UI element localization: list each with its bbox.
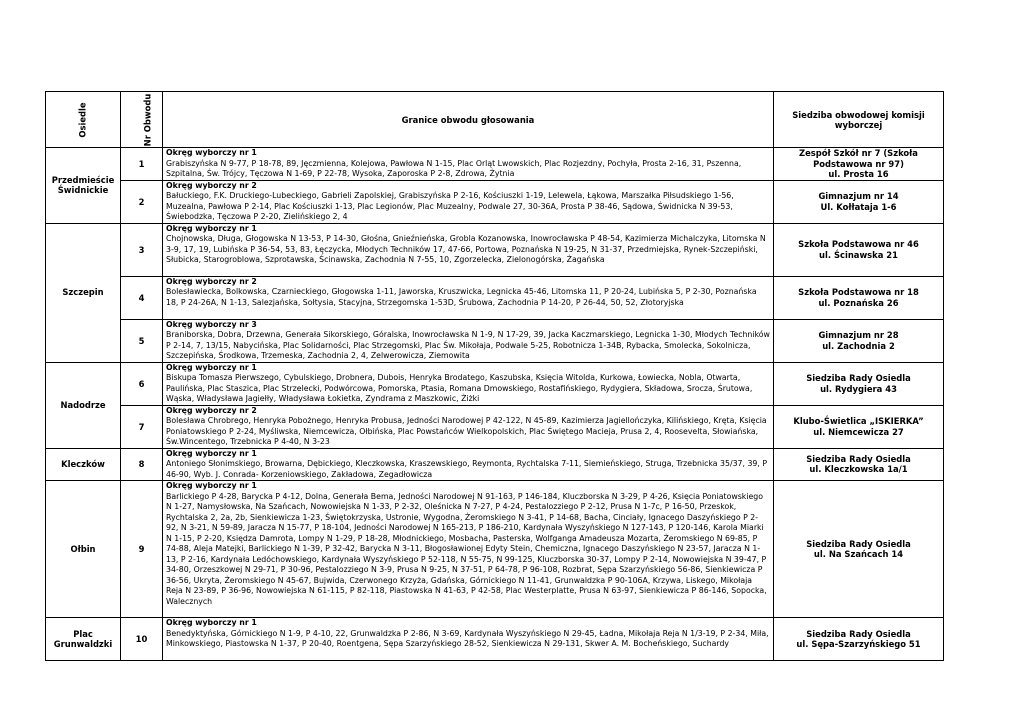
table-row bbox=[46, 180, 944, 223]
boundaries-text: Grabiszyńska N 9-77, P 18-78, 89, Jęczmienna, Kolejowa, Pawłowa N 1-15, Plac Orląt Lwowskich, Plac Rozjezdny, Pochyła, Prosta 2-16, 31, Pszenna, Szpitalna, Św. Trójcy, Tęczowa N 1-69, P 22-78, Wysoka, Zaporoska P 2-8, Zdrowa, Żytnia bbox=[166, 158, 742, 178]
boundaries-cell bbox=[163, 319, 774, 362]
okreg-label: Okręg wyborczy nr 2 bbox=[166, 180, 257, 190]
boundaries-text: Antoniego Słonimskiego, Browarna, Dębickiego, Kleczkowska, Kraszewskiego, Reymonta, Rychtalska 7-11, Siemieńskiego, Struga, Trzebnicka 35/37, 39, P 46-90, Wyb. J. Conrada- Korzeniowskiego, Zakładowa, Zegadłowicza bbox=[166, 459, 768, 479]
okreg-label: Okręg wyborczy nr 1 bbox=[166, 148, 257, 157]
election-districts-table bbox=[45, 91, 944, 661]
commission-seat: Szkoła Podstawowa nr 18 ul. Poznańska 26 bbox=[774, 276, 944, 319]
district-cell: Kleczków bbox=[46, 448, 121, 481]
commission-seat: Siedziba Rady Osiedla ul. Rydygiera 43 bbox=[774, 362, 944, 405]
district-number: 10 bbox=[121, 618, 163, 661]
table-row bbox=[46, 618, 944, 661]
boundaries-text: Benedyktyńska, Górnickiego N 1-9, P 4-10, 22, Grunwaldzka P 2-86, N 3-69, Kardynała Wyszyńskiego N 29-45, Ładna, Mikołaja Reja N 1/3-19, P 2-34, Miła, Minkowskiego, Piastowska N 1-37, P 20-40, Roentgena, Sępa Szarzyńskiego 28-52, Sienkiewicza N 29-131, Skwer A. M. Bocheńskiego, Suchardy bbox=[166, 628, 769, 648]
district-number: 7 bbox=[121, 405, 163, 448]
district-number: 2 bbox=[121, 180, 163, 223]
header-siedziba: Siedziba obwodowej komisji wyborczej bbox=[774, 92, 944, 148]
boundaries-cell bbox=[163, 618, 774, 661]
district-number: 8 bbox=[121, 448, 163, 481]
boundaries-cell bbox=[163, 180, 774, 223]
district-cell: Ołbin bbox=[46, 481, 121, 618]
boundaries-cell bbox=[163, 481, 774, 618]
commission-seat: Klubo-Świetlica „ISKIERKA” ul. Niemcewicza 27 bbox=[774, 405, 944, 448]
table-row bbox=[46, 405, 944, 448]
header-nr-obwodu: Nr Obwodu bbox=[121, 92, 163, 148]
boundaries-cell bbox=[163, 405, 774, 448]
okreg-label: Okręg wyborczy nr 1 bbox=[166, 618, 257, 627]
header-granice: Granice obwodu głosowania bbox=[163, 92, 774, 148]
boundaries-cell bbox=[163, 448, 774, 481]
district-cell: Plac Grunwaldzki bbox=[46, 618, 121, 661]
header-row bbox=[46, 92, 944, 148]
boundaries-cell bbox=[163, 223, 774, 276]
district-number: 5 bbox=[121, 319, 163, 362]
district-number: 3 bbox=[121, 223, 163, 276]
okreg-label: Okręg wyborczy nr 1 bbox=[166, 362, 257, 372]
commission-seat: Gimnazjum nr 28 ul. Zachodnia 2 bbox=[774, 319, 944, 362]
boundaries-text: Braniborska, Dobra, Drzewna, Generała Sikorskiego, Góralska, Inowrocławska N 1-9, N 17-29, 39, Jacka Kaczmarskiego, Legnicka 1-30, Młodych Techników P 2-14, 7, 13/15, Nabycińska, Plac Solidarności, Plac Strzegomski, Plac Św. Mikołaja, Podwale 5-25, Robotnicza 1-34B, Rybacka, Smolecka, Sokolnicza, Szczepińska, Środkowa, Trzemeska, Zachodnia 2, 4, Zelwerowicza, Ziemowita bbox=[166, 330, 770, 360]
okreg-label: Okręg wyborczy nr 1 bbox=[166, 481, 257, 490]
district-number: 4 bbox=[121, 276, 163, 319]
boundaries-cell bbox=[163, 362, 774, 405]
table-row bbox=[46, 481, 944, 618]
boundaries-cell bbox=[163, 276, 774, 319]
okreg-label: Okręg wyborczy nr 1 bbox=[166, 448, 257, 458]
boundaries-text: Bolesława Chrobrego, Henryka Pobożnego, Henryka Probusa, Jedności Narodowej P 42-122, N 45-89, Kazimierza Jagiellończyka, Kilińskiego, Kręta, Księcia Poniatowskiego P 2-24, Myśliwska, Niemcewicza, Ołbińska, Plac Powstańców Wielkopolskich, Plac Świętego Macieja, Prusa 2, 4, Roosevelta, Słowiańska, Św.Wincentego, Trzebnicka P 4-40, N 3-23 bbox=[166, 416, 767, 446]
boundaries-text: Bolesławiecka, Bolkowska, Czarnieckiego, Głogowska 1-11, Jaworska, Kruszwicka, Legnicka 45-46, Litomska 11, P 20-24, Lubińska 5, P 2-30, Poznańska 18, P 24-26A, N 1-13, Salezjańska, Sołtysia, Stacyjna, Strzegomska 1-53D, Śrubowa, Zachodnia P 14-20, P 26-44, 50, 52, Złotoryjska bbox=[166, 287, 757, 307]
commission-seat: Siedziba Rady Osiedla ul. Kleczkowska 1a/1 bbox=[774, 448, 944, 481]
table-row bbox=[46, 148, 944, 181]
commission-seat: Szkoła Podstawowa nr 46 ul. Ścinawska 21 bbox=[774, 223, 944, 276]
district-cell: Szczepin bbox=[46, 223, 121, 362]
table-row bbox=[46, 223, 944, 276]
table-row bbox=[46, 362, 944, 405]
district-number: 9 bbox=[121, 481, 163, 618]
district-cell: Nadodrze bbox=[46, 362, 121, 448]
commission-seat: Gimnazjum nr 14 Ul. Kołłataja 1-6 bbox=[774, 180, 944, 223]
okreg-label: Okręg wyborczy nr 1 bbox=[166, 223, 257, 233]
commission-seat: Siedziba Rady Osiedla ul. Sępa-Szarzyńskiego 51 bbox=[774, 618, 944, 661]
header-osiedle: Osiedle bbox=[46, 92, 121, 148]
boundaries-text: Biskupa Tomasza Pierwszego, Cybulskiego, Drobnera, Dubois, Henryka Brodatego, Kaszubska, Księcia Witolda, Kurkowa, Łowiecka, Nobla, Otwarta, Paulińska, Plac Staszica, Plac Strzelecki, Podwórcowa, Pomorska, Ptasia, Romana Dmowskiego, Rostafińskiego, Rydygiera, Składowa, Srocza, Śrutowa, Wąska, Władysława Jagiełły, Władysława Łokietka, Zyndrama z Maszkowic, Żiżki bbox=[166, 373, 753, 403]
table-row bbox=[46, 319, 944, 362]
commission-seat: Zespół Szkół nr 7 (Szkoła Podstawowa nr 97) ul. Prosta 16 bbox=[774, 148, 944, 181]
boundaries-text: Barlickiego P 4-28, Barycka P 4-12, Dolna, Generała Bema, Jedności Narodowej N 91-163, P 146-184, Kluczborska N 3-29, P 4-26, Księcia Poniatowskiego N 1-27, Namysłowska, Na Szańcach, Nowowiejska N 1-33, P 2-32, Oleśnicka N 7-27, P 4-24, Pestalozziego P 2-12, Prusa N 1-7c, P 16-50, Przeskok, Rychtalska 2, 2a, 2b, Sienkiewicza 1-23, Świętokrzyska, Ustronie, Wygodna, Żeromskiego N 3-41, P 14-68, Bacha, Cinciały, Ignacego Daszyńskiego P 2-92, N 3-21, N 59-89, Jaracza N 15-77, P 18-104, Jedności Narodowej N 165-213, P 186-210, Kardynała Wyszyńskiego N 127-143, P 120-146, Karola Miarki N 1-15, P 2-20, Księdza Damrota, Lompy N 1-29, P 18-28, Młodnickiego, Mosbacha, Pasterska, Wolfganga Amadeusza Mozarta, Żeromskiego N 69-85, P 74-88, Aleja Matejki, Barlickiego N 1-39, P 32-42, Barycka N 3-11, Błogosławionej Edyty Stein, Chemiczna, Ignacego Daszyńskiego N 23-57, Jaracza N 1-13, P 2-16, Kardynała Ledóchowskiego, Kardynała Wyszyńskiego P 52-118, N 55-75, N 99-125, Kluczborska 30-37, Lompy P 2-14, Nowowiejska N 39-47, P 34-80, Orzeszkowej N 29-71, P 30-96, Pestalozziego N 3-9, Prusa N 9-25, N 37-51, P 64-78, P 96-108, Rozbrat, Sępa Szarzyńskiego 56-86, Sienkiewicza P 36-56, Ukryta, Żeromskiego N 45-67, Bujwida, Czerwonego Krzyża, Gdańska, Górnickiego N 11-41, Grunwaldzka P 90-106A, Krzywa, Liskego, Mikołaja Reja N 23-89, P 36-96, Nowowiejska N 61-115, P 82-118, Piastowska N 41-63, P 42-58, Plac Westerplatte, Prusa N 63-97, Sienkiewicza P 86-146, Sopocka, Walecznych bbox=[166, 491, 767, 606]
okreg-label: Okręg wyborczy nr 3 bbox=[166, 319, 257, 329]
district-number: 6 bbox=[121, 362, 163, 405]
boundaries-text: Chojnowska, Długa, Głogowska N 13-53, P 14-30, Głośna, Gnieźnieńska, Grobla Kozanowska, Inowrocławska P 48-54, Kazimierza Michalczyka, Litomska N 3-9, 17, 19, Lubińska P 36-54, 53, 83, Łęczycka, Młodych Techników 17, 47-66, Portowa, Poznańska N 19-25, N 31-37, Przedmiejska, Rynek-Szczepiński, Słubicka, Starogroblowa, Szprotawska, Ścinawska, Zachodnia N 7-55, 10, Zgorzelecka, Zielonogórska, Żagańska bbox=[166, 234, 766, 264]
boundaries-text: Bałuckiego, F.K. Druckiego-Lubeckiego, Gabrieli Zapolskiej, Grabiszyńska P 2-16, Kościuszki 1-19, Lelewela, Łąkowa, Marszałka Piłsudskiego 1-56, Muzealna, Pawłowa P 2-14, Plac Kościuszki 1-13, Plac Legionów, Plac Muzealny, Podwale 27, 30-36A, Prosta P 38-46, Sądowa, Świdnicka N 39-53, Świebodzka, Tęczowa P 2-20, Zielińskiego 2, 4 bbox=[166, 191, 734, 221]
commission-seat: Siedziba Rady Osiedla ul. Na Szańcach 14 bbox=[774, 481, 944, 618]
okreg-label: Okręg wyborczy nr 2 bbox=[166, 276, 257, 286]
okreg-label: Okręg wyborczy nr 2 bbox=[166, 405, 257, 415]
table-row bbox=[46, 276, 944, 319]
district-cell: Przedmieście Świdnickie bbox=[46, 148, 121, 224]
boundaries-cell bbox=[163, 148, 774, 181]
table-row bbox=[46, 448, 944, 481]
district-number: 1 bbox=[121, 148, 163, 181]
